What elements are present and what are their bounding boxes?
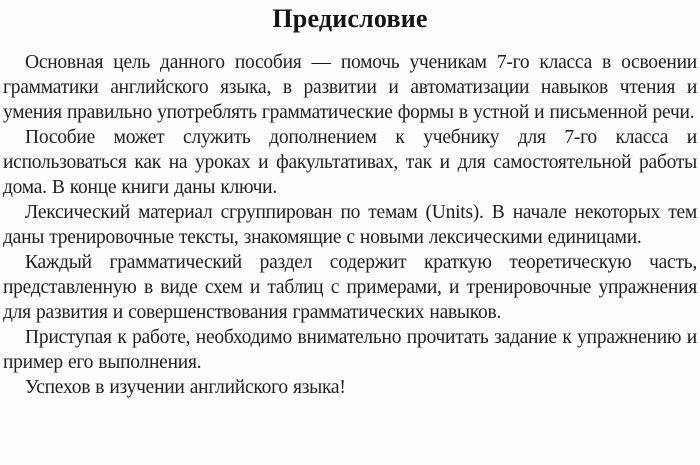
paragraph-6: Успехов в изучении английского языка!: [25, 377, 346, 398]
paragraph-5: Приступая к работе, необходимо внимательно прочитать задание к упражнению и пример его выполнения.: [3, 327, 697, 373]
paragraph-1: Основная цель данного пособия — помочь ученикам 7-го класса в освоении грамматики английского языка, в развитии и автоматизации навыков чтения и умения правильно употреблять грамматические формы в устной и письменной речи.: [3, 52, 697, 123]
paragraph-2: Пособие может служить дополнением к учебнику для 7-го класса и использоваться как на уроках и факультативах, так и для самостоятельной работы дома. В конце книги даны ключи.: [3, 127, 697, 198]
paragraph-3: Лексический материал сгруппирован по темам (Units). В начале некоторых тем даны тренировочные тексты, знакомящие с новыми лексическими единицами.: [3, 202, 697, 248]
page-title: Предисловие: [272, 4, 428, 33]
preface-text: [3, 50, 697, 400]
paragraph-4: Каждый грамматический раздел содержит краткую теоретическую часть, представленную в виде схем и таблиц с примерами, и тренировочные упражнения для развития и совершенствования грамматических навыков.: [3, 252, 697, 323]
